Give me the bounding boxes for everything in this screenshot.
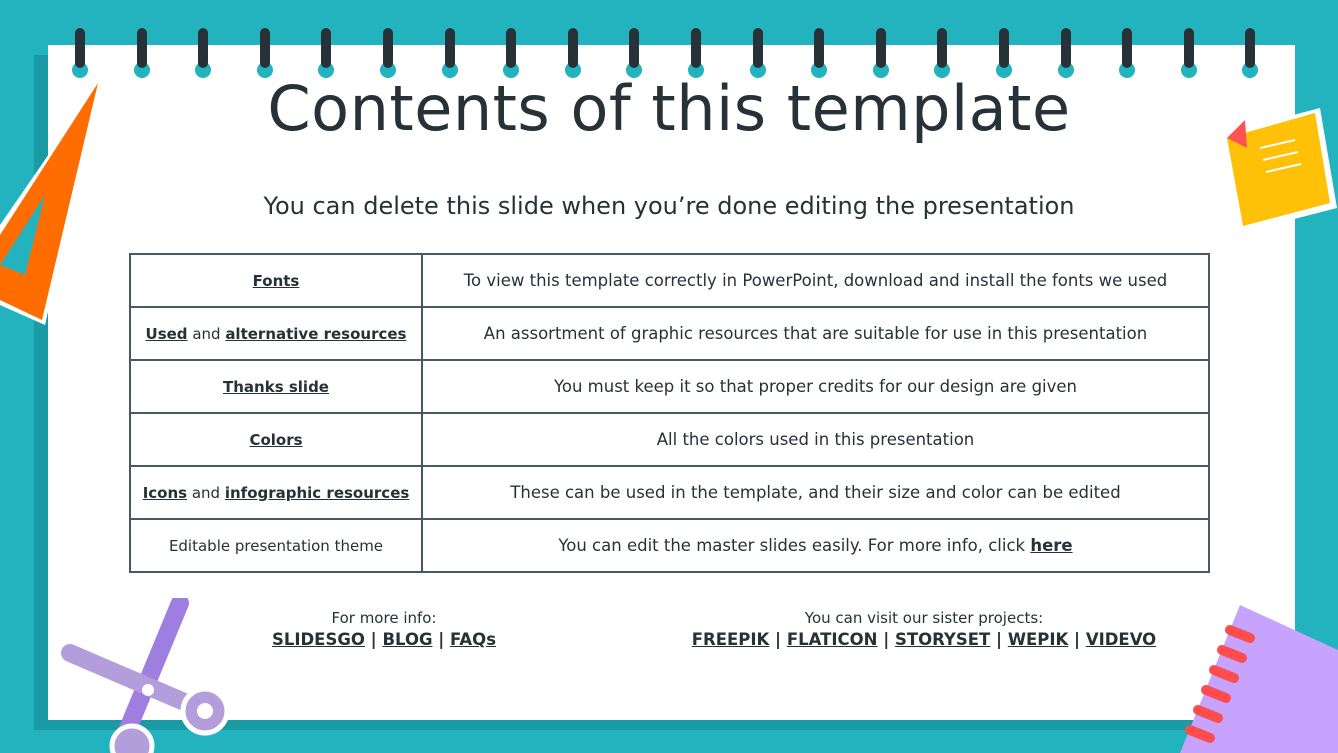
- row-description: You must keep it so that proper credits for our design are given: [553, 377, 1077, 396]
- spiral-ring: [876, 28, 886, 68]
- table-row: [130, 413, 1209, 466]
- row-title-cell: [130, 413, 422, 466]
- row-description-cell: [422, 466, 1209, 519]
- separator: |: [990, 630, 1008, 649]
- row-link[interactable]: Fonts: [252, 271, 300, 290]
- separator: |: [769, 630, 787, 649]
- spiral-ring: [999, 28, 1009, 68]
- footer-right-label: You can visit our sister projects:: [804, 609, 1044, 627]
- footer-more-info: [234, 608, 534, 650]
- footer-link-videvo[interactable]: VIDEVO: [1085, 630, 1157, 649]
- table-row: [130, 519, 1209, 572]
- subtitle: You can delete this slide when you’re done editing the presentation: [263, 192, 1075, 220]
- row-title-cell: [130, 360, 422, 413]
- footer-link-slidesgo[interactable]: SLIDESGO: [271, 630, 365, 649]
- row-description-cell: [422, 307, 1209, 360]
- row-label: Editable presentation theme: [168, 536, 384, 555]
- spiral-ring: [937, 28, 947, 68]
- spiral-ring: [1061, 28, 1071, 68]
- separator: |: [364, 630, 383, 649]
- row-title-cell: [130, 307, 422, 360]
- row-link[interactable]: Thanks slide: [223, 377, 329, 396]
- spiral-ring: [1245, 28, 1255, 68]
- row-description-cell: [422, 413, 1209, 466]
- footer-link-freepik[interactable]: FREEPIK: [691, 630, 770, 649]
- table-row: [130, 466, 1209, 519]
- spiral-ring: [506, 28, 516, 68]
- row-description: You can edit the master slides easily. For more info, click: [558, 536, 1031, 555]
- row-link[interactable]: Colors: [249, 430, 303, 449]
- spiral-ring: [75, 28, 85, 68]
- spiral-ring: [260, 28, 270, 68]
- spiral-ring: [1122, 28, 1132, 68]
- table-row: [130, 307, 1209, 360]
- row-link[interactable]: alternative resources: [225, 324, 407, 343]
- row-link[interactable]: infographic resources: [224, 483, 410, 502]
- footer-link-faqs[interactable]: FAQs: [450, 630, 497, 649]
- table-row: [130, 254, 1209, 307]
- spiral-ring: [137, 28, 147, 68]
- row-description: To view this template correctly in PowerPoint, download and install the fonts we used: [463, 271, 1168, 290]
- footer-link-storyset[interactable]: STORYSET: [894, 630, 991, 649]
- spiral-ring: [691, 28, 701, 68]
- row-description: These can be used in the template, and their size and color can be edited: [510, 483, 1121, 502]
- row-link[interactable]: Used: [145, 324, 188, 343]
- row-description-cell: [422, 519, 1209, 572]
- spiral-ring: [629, 28, 639, 68]
- separator: |: [877, 630, 895, 649]
- footer-link-blog[interactable]: BLOG: [382, 630, 433, 649]
- footer-left-label: For more info:: [331, 609, 437, 627]
- footer-sister-projects: [624, 608, 1224, 650]
- spiral-ring: [198, 28, 208, 68]
- separator: |: [1068, 630, 1086, 649]
- row-description: An assortment of graphic resources that are suitable for use in this presentation: [483, 324, 1148, 343]
- separator: |: [432, 630, 451, 649]
- spiral-ring: [383, 28, 393, 68]
- row-label-joiner: and: [187, 324, 226, 343]
- spiral-ring: [814, 28, 824, 68]
- spiral-ring: [1184, 28, 1194, 68]
- contents-table: [129, 253, 1210, 573]
- page-title: Contents of this template: [267, 72, 1071, 145]
- footer-link-wepik[interactable]: WEPIK: [1007, 630, 1069, 649]
- row-description-cell: [422, 254, 1209, 307]
- row-link[interactable]: Icons: [142, 483, 188, 502]
- row-label-joiner: and: [187, 483, 225, 502]
- row-title-cell: [130, 519, 422, 572]
- spiral-ring: [753, 28, 763, 68]
- spiral-ring: [568, 28, 578, 68]
- row-title-cell: [130, 466, 422, 519]
- table-row: [130, 360, 1209, 413]
- footer-link-flaticon[interactable]: FLATICON: [786, 630, 878, 649]
- here-link[interactable]: here: [1030, 536, 1073, 555]
- spiral-ring: [321, 28, 331, 68]
- spiral-ring: [445, 28, 455, 68]
- row-description-cell: [422, 360, 1209, 413]
- scissors-icon: [60, 598, 240, 753]
- row-description: All the colors used in this presentation: [656, 430, 975, 449]
- row-title-cell: [130, 254, 422, 307]
